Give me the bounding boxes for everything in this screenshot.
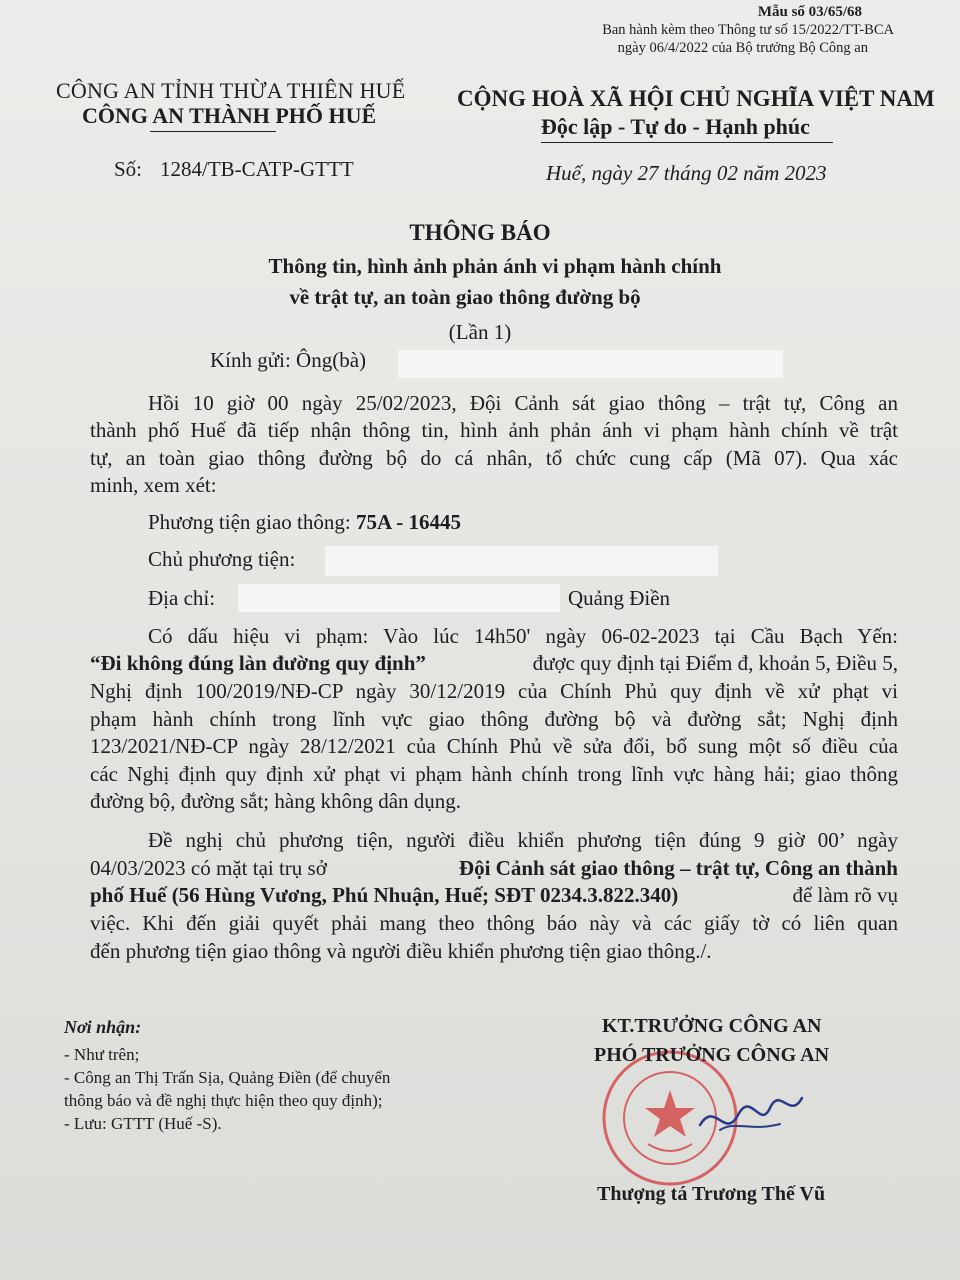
recipients-title: Nơi nhận: — [64, 1017, 142, 1037]
form-issued-date: ngày 06/4/2022 của Bộ trưởng Bộ Công an — [617, 40, 868, 56]
body-p1-line-1: Hồi 10 giờ 00 ngày 25/02/2023, Đội Cảnh sát giao thông – trật tự, Công an — [148, 391, 898, 415]
request-line-3b: để làm rõ vụ — [792, 883, 898, 907]
parent-agency: CÔNG AN TỈNH THỪA THIÊN HUẾ — [56, 78, 406, 103]
signer-name: Thượng tá Trương Thế Vũ — [597, 1183, 826, 1205]
request-line-3 — [90, 883, 898, 908]
greeting: Kính gửi: Ông(bà) — [210, 348, 367, 372]
violation-line-6: các Nghị định quy định xử phạt vi phạm hành chính trong lĩnh vực hàng hải; giao thông — [90, 762, 898, 786]
request-line-4: việc. Khi đến giải quyết phải mang theo thông báo này và các giấy tờ có liên quan — [90, 911, 898, 935]
request-line-2b: Đội Cảnh sát giao thông – trật tự, Công an thành — [458, 856, 898, 880]
motto-underline — [541, 142, 833, 143]
signer-title-1: KT.TRƯỞNG CÔNG AN — [602, 1015, 822, 1037]
nation-name: CỘNG HOÀ XÃ HỘI CHỦ NGHĨA VIỆT NAM — [457, 86, 935, 111]
vehicle-label: Phương tiện giao thông: — [148, 510, 351, 534]
violation-intro: Có dấu hiệu vi phạm: Vào lúc 14h50' ngày 06-02-2023 tại Cầu Bạch Yến: — [148, 624, 898, 648]
redacted-owner — [325, 546, 718, 576]
violation-name: “Đi không đúng làn đường quy định” — [90, 651, 426, 675]
recipient-item: - Lưu: GTTT (Huế -S). — [64, 1114, 222, 1133]
violation-rest-1: được quy định tại Điểm đ, khoản 5, Điều 5, — [532, 651, 898, 675]
redacted-recipient-name — [398, 350, 783, 378]
address-tail: Quảng Điền — [568, 586, 671, 610]
form-code: Mẫu số 03/65/68 — [757, 4, 862, 20]
recipient-item: thông báo và đề nghị thực hiện theo quy định); — [64, 1091, 383, 1110]
national-motto: Độc lập - Tự do - Hạnh phúc — [541, 114, 810, 139]
handwritten-signature — [690, 1080, 810, 1150]
address-label: Địa chỉ: — [148, 586, 216, 610]
issuing-agency: CÔNG AN THÀNH PHỐ HUẾ — [82, 103, 377, 128]
violation-line-2 — [90, 651, 898, 676]
agency-underline — [150, 131, 276, 132]
request-line-5: đến phương tiện giao thông và người điều khiển phương tiện giao thông./. — [90, 939, 712, 963]
vehicle-plate: 75A - 16445 — [355, 510, 461, 534]
request-line-1: Đề nghị chủ phương tiện, người điều khiển phương tiện đúng 9 giờ 00’ ngày — [148, 828, 898, 852]
form-issued-with: Ban hành kèm theo Thông tư số 15/2022/TT-BCA — [602, 22, 894, 38]
doc-number-label: Số: — [114, 157, 143, 181]
body-p1-line-2: thành phố Huế đã tiếp nhận thông tin, hình ảnh phản ánh vi phạm hành chính về trật — [90, 418, 898, 442]
notice-round: (Lần 1) — [448, 320, 512, 344]
body-p1-line-3: tự, an toàn giao thông đường bộ do cá nhân, tổ chức cung cấp (Mã 07). Qua xác — [90, 446, 898, 470]
vehicle-field — [148, 510, 461, 535]
violation-line-4: phạm hành chính trong lĩnh vực giao thông đường bộ và đường sắt; Nghị định — [90, 707, 898, 731]
violation-line-7: đường bộ, đường sắt; hàng không dân dụng. — [90, 789, 462, 813]
body-p1-line-4: minh, xem xét: — [90, 473, 217, 497]
request-line-2a: 04/03/2023 có mặt tại trụ sở — [90, 856, 327, 880]
place-date: Huế, ngày 27 tháng 02 năm 2023 — [546, 161, 827, 185]
recipient-item: - Như trên; — [64, 1045, 140, 1064]
request-line-3a: phố Huế (56 Hùng Vương, Phú Nhuận, Huế; SĐT 0234.3.822.340) — [90, 883, 679, 907]
owner-label: Chủ phương tiện: — [148, 547, 296, 571]
doc-number: 1284/TB-CATP-GTTT — [160, 157, 354, 181]
violation-line-3: Nghị định 100/2019/NĐ-CP ngày 30/12/2019 của Chính Phủ quy định về xử phạt vi — [90, 679, 898, 703]
violation-line-5: 123/2021/NĐ-CP ngày 28/12/2021 của Chính Phủ về sửa đổi, bổ sung một số điều của — [90, 734, 898, 758]
notice-subtitle-2: về trật tự, an toàn giao thông đường bộ — [289, 285, 641, 309]
notice-title: THÔNG BÁO — [409, 220, 551, 245]
recipient-item: - Công an Thị Trấn Sịa, Quảng Điền (để chuyển — [64, 1068, 391, 1087]
request-line-2 — [90, 856, 898, 881]
redacted-address — [238, 584, 560, 612]
notice-subtitle-1: Thông tin, hình ảnh phản ánh vi phạm hành chính — [268, 254, 722, 278]
signer-title-2: PHÓ TRƯỞNG CÔNG AN — [594, 1044, 830, 1066]
owner-field — [148, 547, 295, 572]
address-field — [148, 586, 215, 611]
